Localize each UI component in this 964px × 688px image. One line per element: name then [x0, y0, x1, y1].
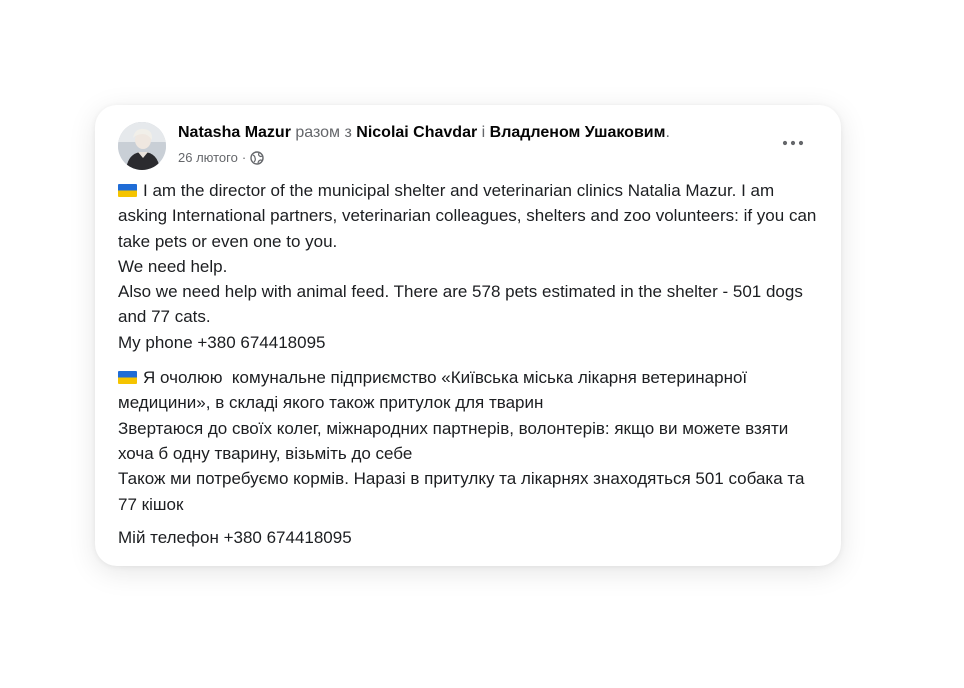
- english-text: I am the director of the municipal shelter and veterinarian clinics Natalia Mazur. I am asking International partners, veterinarian colleagues, shelters and zoo volunteers: if you can take pets or even one to you. We need help. Also we need help with animal feed. There are 578 pets estimated in the shelter - 501 dogs and 77 cats. My phone +380 674418095: [118, 181, 817, 352]
- globe-icon: [250, 151, 264, 165]
- avatar[interactable]: [118, 122, 166, 170]
- post-card: [95, 105, 841, 566]
- ukraine-flag-icon: [118, 184, 137, 197]
- more-options-icon: [782, 140, 804, 146]
- meta-separator: ·: [241, 150, 247, 165]
- author-name[interactable]: Natasha Mazur: [178, 124, 291, 141]
- tagged-person-1[interactable]: Nicolai Chavdar: [356, 124, 478, 141]
- avatar-image: [118, 122, 166, 170]
- and-text: і: [477, 124, 490, 141]
- period-text: .: [665, 124, 670, 141]
- post-text-ukrainian: [118, 365, 818, 517]
- post-text-english: [118, 178, 818, 355]
- ukrainian-phone-line: Мій телефон +380 674418095: [118, 527, 352, 547]
- ukrainian-text: Я очолюю комунальне підприємство «Київська міська лікарня ветеринарної медицини», в складі якого також притулок для тварин Звертаюся до своїх колег, міжнародних партнерів, волонтерів: якщо ви можете взяти хоча б одну тварину, візьміть до себе Також ми потребуємо кормів. Наразі в притулку та лікарнях знаходяться 501 собака та 77 кішок: [118, 368, 805, 514]
- post-date[interactable]: 26 лютого: [178, 150, 238, 165]
- post-header: [178, 123, 670, 143]
- post-body: [118, 178, 818, 550]
- post-meta: [178, 149, 264, 167]
- tagged-person-2[interactable]: Владленом Ушаковим: [489, 124, 666, 141]
- ukraine-flag-icon: [118, 371, 137, 384]
- more-options-button[interactable]: [779, 131, 807, 155]
- with-text: разом з: [290, 124, 357, 141]
